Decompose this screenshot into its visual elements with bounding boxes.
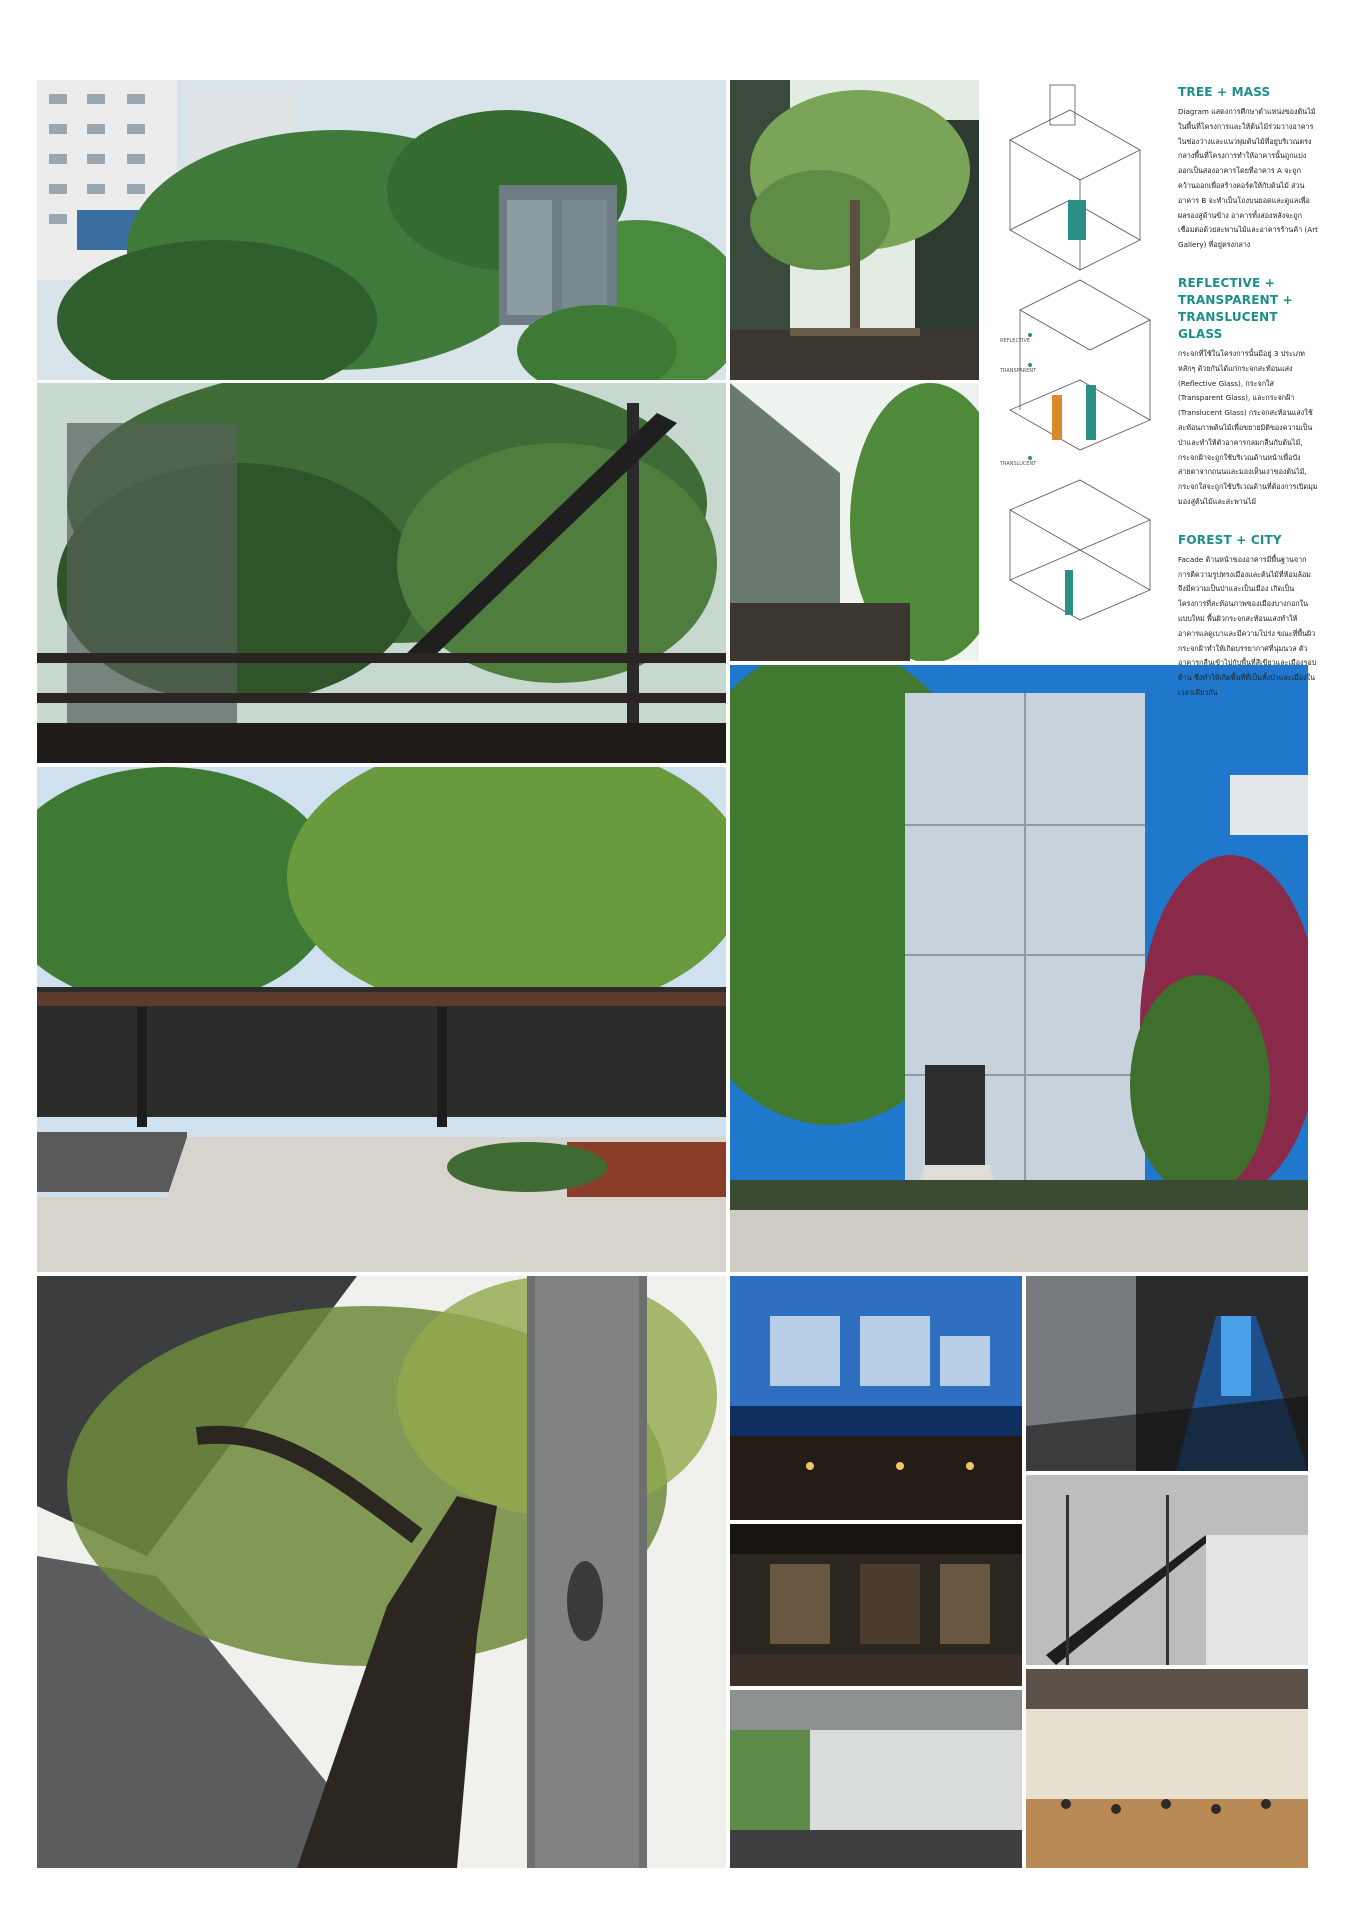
section-body: Diagram แสดงการศึกษาตำแหน่งของต้นไม้ในพื้นที่โครงการและให้ต้นไม้ร่วมวางอาคารในช่องว่างและแนวพุ่มต้นไม้ที่อยู่บริเวณตรงกลางพื้นที่โครงการทำให้อาคารนั้นถูกแบ่งออกเป็นสองอาคารโดยที่อาคาร A จะถูกคว้านออกเพื่อสร้างคอร์ตให้กับต้นไม้ ส่วนอาคาร B จะทำเป็นโถงบนยอดและดูแลเพื่อผลรองสู่ด้านข้าง อาคารทั้งสองหลังจะถูกเชื่อมต่อด้วยสะพานไม้และอาคารร้านค้า (Art Gallery) ที่อยู่ตรงกลาง — [1178, 107, 1318, 250]
photo-blue-corridor — [1026, 1276, 1308, 1471]
photo-dance-hall — [1026, 1669, 1308, 1868]
photo-canopy-city — [37, 80, 726, 380]
photo-glass-corner — [730, 383, 979, 661]
photo-office-interior — [730, 1690, 1022, 1868]
section-title: REFLECTIVE + TRANSPARENT + TRANSLUCENT GLASS — [1178, 275, 1293, 341]
axonometric-diagrams — [990, 80, 1168, 664]
section-body: กระจกที่ใช้ในโครงการนั้นมีอยู่ 3 ประเภทหลักๆ ด้วยกันได้แก่กระจกสะท้อนแสง (Reflective Glass), กระจกใส (Transparent Glass), และกระจกฝ้า (Translucent Glass) กระจกสะท้อนแสงใช้สะท้อนภาพต้นไม้เพื่อขยายมิติของความเป็นป่าและทำให้ตัวอาคารกลมกลืนกับต้นไม้, กระจกฝ้าจะถูกใช้บริเวณด้านหน้าเพื่อบังสายตาจากถนนและมองเห็นเงาของต้นไม้, กระจกใสจะถูกใช้บริเวณด้านที่ต้องการเปิดมุมมองสู่ต้นไม้และสะพานไม้ — [1178, 348, 1318, 506]
text-column — [1178, 84, 1318, 723]
photo-stair-walkway — [37, 383, 726, 763]
section-glass — [1178, 275, 1318, 510]
label-reflective: REFLECTIVE — [1000, 338, 1031, 344]
photo-interior-lobby — [730, 1524, 1022, 1686]
photo-tree-upward — [37, 1276, 726, 1868]
photo-translucent-facade — [730, 665, 1308, 1272]
photo-courtyard-tree — [730, 80, 979, 380]
label-transparent: TRANSPARENT — [1000, 368, 1037, 374]
section-title: FOREST + CITY — [1178, 532, 1282, 547]
photo-night-facade — [730, 1276, 1022, 1520]
section-tree-mass — [1178, 84, 1318, 253]
label-translucent: TRANSLUCENT — [1000, 461, 1037, 467]
photo-driveway-bridge — [37, 767, 726, 1272]
section-body: Facade ด้านหน้าของอาคารมีพื้นฐานจากการตีความรูปทรงเมืองและต้นไม้ที่ห้อมล้อมจึงมีความเป็นป่าและเป็นเมือง เกิดเป็นโครงการที่สะท้อนภาพของเมืองบางกอกในแบบใหม่ พื้นผิวกระจกสะท้อนแสงทำให้อาคารแลดูเบาและมีความโปร่ง ขณะที่พื้นผิวกระจกฝ้าทำให้เกิดบรรยากาศที่นุ่มนวล ตัวอาคารกลืนเข้าไปกับพื้นที่สีเขียวและเมืองรอบด้าน ซึ่งทำให้เกิดพื้นที่ที่เป็นทั้งป่าและเมืองในเวลาเดียวกัน — [1178, 554, 1317, 697]
section-forest-city — [1178, 532, 1318, 701]
photo-concrete-stair — [1026, 1475, 1308, 1665]
section-title: TREE + MASS — [1178, 85, 1271, 99]
